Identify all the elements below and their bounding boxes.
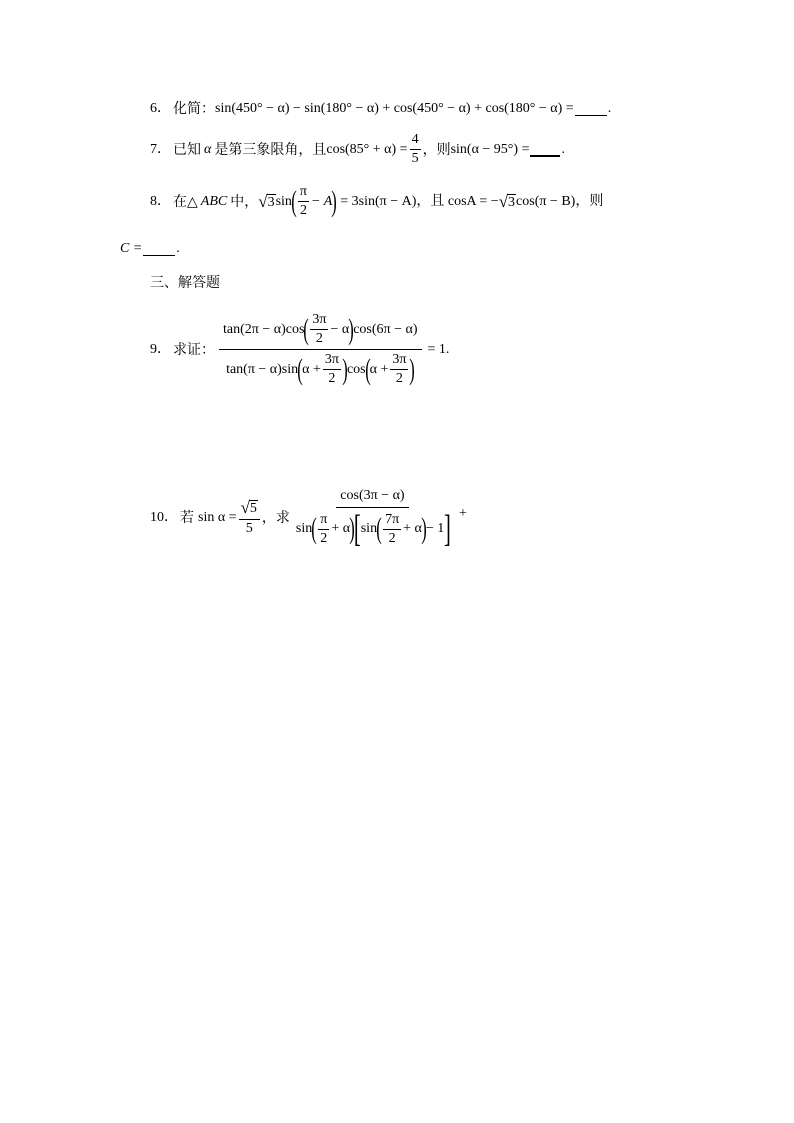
big-numerator: cos(3π − α) [336,488,408,508]
left-paren: ( [364,352,371,386]
fraction-numerator: 3π [323,352,341,370]
right-paren: ) [348,312,354,346]
right-paren: ) [342,352,348,386]
left-paren: ( [311,512,318,546]
denominator-a: tan(π − α)sin [226,361,299,377]
question-suffix: . [607,101,612,116]
big-fraction [219,312,422,387]
fraction [239,499,260,537]
question-8 [150,184,603,219]
question-suffix: . [176,241,180,256]
question-text: 已知 [173,141,201,158]
plus-alpha: + α [403,521,422,537]
square-root [241,499,258,516]
left-paren: ( [376,512,382,546]
big-numerator [219,312,422,350]
big-fraction [292,488,453,551]
minus-one: − 1 [425,521,445,537]
question-number: 8． [150,193,171,209]
right-bracket: ] [444,508,452,551]
fraction [410,132,421,167]
square-root [258,193,275,210]
question-label: 求证： [173,341,215,358]
sin-function: sin [275,193,292,209]
fraction-numerator [239,499,260,520]
radicand: 3 [267,195,275,211]
numerator-a: tan(2π − α)cos [223,321,305,337]
fraction-denominator: 2 [388,530,396,546]
question-8-continued [120,242,180,256]
fraction-denominator: 5 [411,151,419,167]
question-number: 9． [150,341,171,357]
right-paren: ) [409,352,416,386]
denominator-c: cos [346,361,366,377]
trailing-plus: + [458,506,467,522]
numerator-b: − α [330,321,350,337]
radicand: 3 [508,195,516,211]
fraction [310,312,328,347]
fraction-numerator: 7π [383,512,401,530]
variable-c: C = [120,241,143,256]
cos-expression: cos(85° + α) = [326,141,408,157]
answer-blank[interactable] [530,143,560,157]
plus-alpha: + α [331,521,351,537]
left-paren: ( [297,352,303,386]
question-number: 7． [150,141,171,157]
sin-expression: sin(α − 95°) = [450,141,530,157]
question-number: 6． [150,101,171,116]
cos-rest: cos(π − B)，则 [516,193,604,209]
section-title: 三、解答题 [150,275,220,291]
square-root [499,193,516,210]
proof-result: = 1. [427,341,450,357]
fraction-numerator: 3π [310,312,328,330]
answer-blank[interactable] [143,243,175,256]
radicand: 5 [249,500,257,516]
question-suffix: . [561,141,565,157]
right-paren: ) [349,512,355,546]
sin-alpha: sin α = [198,510,237,526]
big-denominator [222,350,418,387]
radical-sign: √ [498,192,509,212]
numerator-c: cos(6π − α) [353,321,418,337]
fraction-denominator: 2 [320,530,328,546]
question-text: 在△ [173,193,198,210]
left-paren: ( [291,184,297,218]
question-text: ，求 [261,510,290,527]
question-number: 10． [150,510,178,526]
big-denominator [292,508,453,551]
fraction-denominator: 2 [395,371,403,387]
radical-sign: √ [258,192,268,212]
fraction [298,184,309,219]
question-6 [150,102,611,116]
denominator-d: α + [369,361,389,377]
fraction-denominator: 5 [245,521,253,537]
fraction-numerator: 3π [390,352,408,370]
left-bracket: [ [353,508,361,551]
left-paren: ( [303,312,310,346]
triangle-name: ABC [200,193,228,209]
right-paren: ) [331,184,337,218]
minus-a: − A [311,193,333,209]
fraction-numerator: 4 [410,132,421,150]
radical-sign: √ [240,497,250,517]
fraction [390,352,408,387]
question-text: 中， [230,193,259,210]
answer-blank[interactable] [575,103,607,116]
fraction-numerator: π [298,184,309,202]
question-expression: sin(450° − α) − sin(180° − α) + cos(450° − α) + cos(180° − α) = [215,101,574,116]
fraction-numerator: π [318,512,329,530]
fraction [318,512,329,547]
question-text: ，则 [422,141,451,158]
denominator-sin-2: sin [360,521,378,537]
question-7 [150,132,565,167]
fraction-denominator: 2 [315,331,323,347]
fraction-denominator: 2 [328,371,336,387]
right-paren: ) [421,512,427,546]
question-10 [150,488,467,551]
equation-rest: = 3sin(π − A)，且 cosA = − [340,193,499,209]
question-text: 是第三象限角，且 [214,141,327,158]
fraction-denominator: 2 [299,203,307,219]
denominator-b: α + [302,361,321,377]
fraction [383,512,401,547]
question-prefix: 化简： [173,101,215,117]
alpha-symbol: α [204,141,212,157]
question-9 [150,312,449,387]
question-text: 若 [180,510,194,527]
denominator-sin: sin [295,521,313,537]
fraction [323,352,341,387]
